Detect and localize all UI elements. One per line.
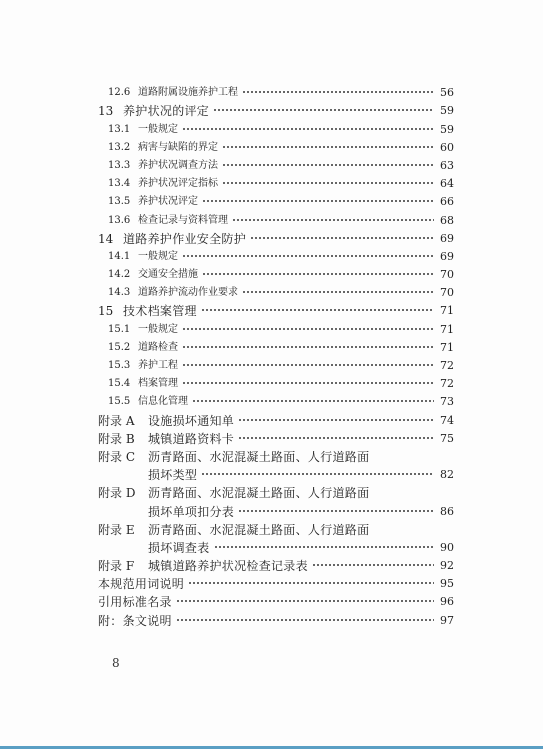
toc-entry[interactable]	[98, 138, 454, 156]
dot-leader	[176, 596, 434, 606]
toc-entry[interactable]	[98, 356, 454, 374]
dot-leader	[176, 615, 434, 625]
toc-entry[interactable]	[98, 101, 454, 119]
toc-entry-title: 信息化管理	[138, 396, 188, 408]
dot-leader	[213, 105, 434, 115]
toc-entry-number: 附录 B	[98, 431, 135, 446]
toc-entry-title: 沥青路面、水泥混凝土路面、人行道路面	[148, 522, 370, 537]
dot-leader	[188, 578, 434, 588]
toc-entry-title: 损坏单项扣分表	[148, 504, 235, 519]
dot-leader	[182, 324, 434, 334]
toc-entry[interactable]	[98, 520, 454, 538]
toc-entry-page: 69	[440, 249, 454, 263]
toc-entry-title: 沥青路面、水泥混凝土路面、人行道路面	[148, 486, 370, 501]
toc-entry-number: 附录 D	[98, 486, 136, 501]
toc-entry-number: 14.1	[108, 250, 131, 262]
toc-entry-page: 71	[440, 340, 454, 354]
toc-entry[interactable]	[98, 429, 454, 447]
dot-leader	[238, 433, 434, 443]
dot-leader	[222, 142, 434, 152]
toc-entry-title: 养护状况的评定	[123, 104, 210, 119]
page-number: 8	[112, 656, 120, 670]
toc-entry-number: 附录 F	[98, 559, 135, 574]
dot-leader	[242, 87, 434, 97]
toc-entry-title: 养护状况调查方法	[138, 159, 218, 171]
dot-leader	[202, 269, 434, 279]
toc-entry[interactable]	[98, 410, 454, 428]
toc-entry-number: 15.4	[108, 378, 131, 390]
toc-entry-title: 病害与缺陷的界定	[138, 141, 218, 153]
toc-entry-page: 75	[440, 431, 454, 445]
toc-entry-page: 70	[440, 268, 454, 282]
toc-entry[interactable]	[98, 501, 454, 519]
dot-leader	[182, 124, 434, 134]
dot-leader	[238, 415, 434, 425]
toc-entry-number: 13	[98, 104, 114, 119]
toc-entry-number: 12.6	[108, 87, 131, 99]
dot-leader	[202, 196, 434, 206]
toc-entry-number: 13.1	[108, 123, 131, 135]
toc-entry-number: 13.4	[108, 178, 131, 190]
toc-entry-number: 附录 E	[98, 522, 135, 537]
toc-entry-page: 72	[440, 377, 454, 391]
dot-leader	[214, 542, 434, 552]
toc-entry[interactable]	[98, 556, 454, 574]
dot-leader	[182, 251, 434, 261]
toc-entry-title: 检查记录与资料管理	[138, 214, 228, 226]
toc-entry-page: 60	[440, 140, 454, 154]
toc-entry-title: 沥青路面、水泥混凝土路面、人行道路面	[148, 449, 370, 464]
toc-entry[interactable]	[98, 392, 454, 410]
dot-leader	[182, 342, 434, 352]
toc-entry-title: 道路养护流动作业要求	[138, 287, 238, 299]
toc-entry-number: 附录 C	[98, 449, 135, 464]
toc-entry-title: 一般规定	[138, 123, 178, 135]
toc-entry-page: 66	[440, 195, 454, 209]
toc-entry-number: 13.2	[108, 141, 131, 153]
toc-entry-number: 附录 A	[98, 413, 135, 428]
toc-entry-title: 养护工程	[138, 360, 178, 371]
toc-entry[interactable]	[98, 574, 454, 592]
dot-leader	[312, 560, 434, 570]
toc-entry-number: 15.1	[108, 323, 131, 335]
toc-entry-page: 69	[440, 231, 454, 245]
dot-leader	[182, 378, 434, 388]
toc-entry-title: 引用标准名录	[98, 595, 172, 610]
dot-leader	[201, 305, 434, 315]
toc-entry-page: 64	[440, 177, 454, 191]
toc-entry-title: 附：条文说明	[98, 613, 172, 628]
toc-entry-title: 交通安全措施	[138, 269, 198, 281]
toc-entry-title: 城镇道路养护状况检查记录表	[148, 559, 308, 574]
toc-entry-page: 90	[440, 540, 454, 554]
toc-entry-title: 道路检查	[138, 341, 178, 353]
toc-entry-page: 72	[440, 359, 454, 372]
toc-entry-page: 71	[440, 304, 454, 318]
toc-entry-page: 86	[440, 504, 454, 518]
toc-entry-page: 96	[440, 595, 454, 609]
toc-entry-number: 14	[98, 231, 114, 246]
toc-entry[interactable]	[98, 119, 454, 137]
toc-entry-page: 95	[440, 577, 454, 591]
toc-entry[interactable]	[98, 538, 454, 556]
toc-entry-page: 71	[440, 322, 454, 336]
dot-leader	[232, 215, 434, 225]
table-of-contents	[98, 83, 454, 629]
toc-entry-title: 一般规定	[138, 250, 178, 262]
toc-entry-page: 73	[440, 395, 454, 409]
dot-leader	[222, 178, 434, 188]
toc-entry-number: 13.3	[108, 159, 131, 171]
toc-entry-page: 56	[440, 86, 454, 100]
toc-entry-title: 养护状况评定	[138, 196, 198, 208]
toc-entry[interactable]	[98, 283, 454, 301]
toc-entry-title: 技术档案管理	[123, 304, 197, 319]
toc-entry-page: 59	[440, 122, 454, 136]
toc-entry[interactable]	[98, 192, 454, 210]
toc-entry[interactable]	[98, 210, 454, 228]
dot-leader	[238, 506, 434, 516]
toc-entry-title: 道路附属设施养护工程	[138, 87, 238, 99]
toc-entry-number: 15.5	[108, 396, 131, 408]
toc-entry-page: 63	[440, 158, 454, 172]
toc-entry[interactable]	[98, 592, 454, 610]
toc-entry-title: 损坏类型	[148, 468, 198, 483]
dot-leader	[222, 160, 434, 170]
toc-entry-page: 92	[440, 559, 454, 573]
toc-entry[interactable]	[98, 483, 454, 501]
toc-entry[interactable]	[98, 174, 454, 192]
toc-entry[interactable]	[98, 374, 454, 392]
toc-entry[interactable]	[98, 338, 454, 356]
toc-entry-number: 13.5	[108, 196, 131, 208]
toc-entry-title: 道路养护作业安全防护	[123, 231, 247, 246]
toc-entry-page: 68	[440, 213, 454, 227]
toc-entry[interactable]	[98, 465, 454, 483]
toc-entry-title: 设施损坏通知单	[148, 413, 235, 428]
toc-entry-title: 本规范用词说明	[98, 577, 185, 592]
toc-entry-title: 损坏调查表	[148, 540, 210, 555]
toc-entry-title: 养护状况评定指标	[138, 178, 218, 190]
toc-entry-page: 82	[440, 468, 454, 482]
toc-entry[interactable]	[98, 610, 454, 628]
dot-leader	[242, 287, 434, 297]
toc-entry[interactable]	[98, 447, 454, 465]
toc-entry-number: 13.6	[108, 214, 131, 226]
toc-entry-number: 14.2	[108, 269, 131, 281]
toc-entry-page: 97	[440, 613, 454, 627]
toc-entry[interactable]	[98, 301, 454, 319]
toc-entry-number: 14.3	[108, 287, 131, 299]
toc-entry-title: 一般规定	[138, 323, 178, 335]
toc-entry-page: 70	[440, 286, 454, 300]
toc-entry-page: 59	[440, 104, 454, 118]
dot-leader	[182, 360, 434, 370]
toc-entry-number: 15.2	[108, 341, 131, 353]
dot-leader	[201, 469, 434, 479]
dot-leader	[192, 396, 434, 406]
toc-entry-number: 15	[98, 304, 114, 319]
toc-entry[interactable]	[98, 83, 454, 101]
toc-entry[interactable]	[98, 247, 454, 265]
toc-entry[interactable]	[98, 229, 454, 247]
dot-leader	[250, 233, 434, 243]
toc-entry[interactable]	[98, 265, 454, 283]
toc-entry-title: 档案管理	[138, 378, 178, 390]
toc-entry[interactable]	[98, 319, 454, 337]
toc-entry[interactable]	[98, 156, 454, 174]
toc-entry-number: 15.3	[108, 360, 131, 371]
toc-entry-page: 74	[440, 413, 454, 427]
toc-entry-title: 城镇道路资料卡	[148, 431, 235, 446]
